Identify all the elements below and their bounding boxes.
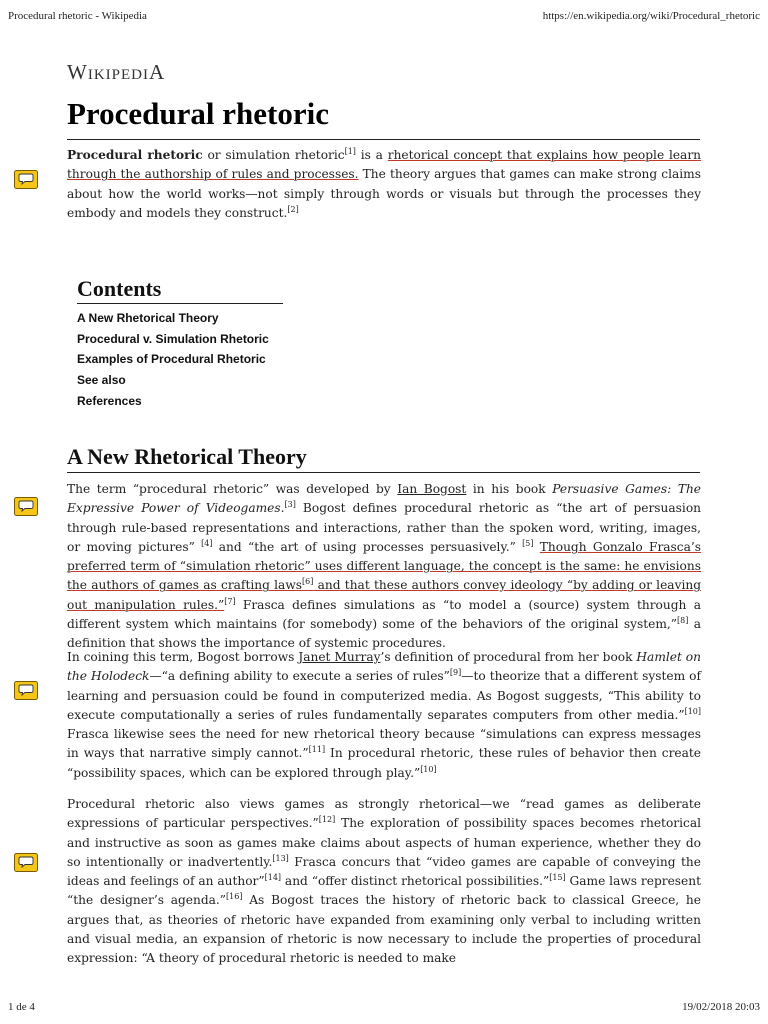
print-datetime: 19/02/2018 20:03 bbox=[682, 1001, 760, 1013]
citation-link[interactable]: [6] bbox=[302, 577, 314, 587]
citation-link[interactable]: [1] bbox=[344, 146, 356, 156]
table-of-contents bbox=[77, 276, 283, 412]
page-title: Procedural rhetoric bbox=[67, 95, 700, 140]
citation-link[interactable]: [3] bbox=[284, 500, 296, 510]
citation-link[interactable]: [10] bbox=[684, 706, 701, 716]
citation-link[interactable]: [14] bbox=[264, 873, 282, 883]
comment-note-icon[interactable] bbox=[14, 681, 38, 700]
print-footer bbox=[8, 1001, 760, 1013]
toc-item[interactable]: References bbox=[77, 393, 142, 408]
citation-link[interactable]: [12] bbox=[318, 815, 336, 825]
body-paragraph-2: In coining this term, Bogost borrows Janet Murray’s definition of procedural from her book Hamlet on the Holodeck—“a defining ability to execute a series of rules”[9]—to theorize that a different system of learning and persuasion could be found in computerized media. As Bogost suggests, “This ability to execute computationally a series of rules fundamentally separates computers from other media.”[10] Frasca likewise sees the need for new rhetorical theory because “simulations can express messages in ways that narrative simply cannot.”[11] In procedural rhetoric, these rules of behavior then create “possibility spaces, which can be explored through play.”[10] bbox=[67, 650, 702, 780]
citation-link[interactable]: [11] bbox=[308, 745, 326, 755]
toc-item[interactable]: Examples of Procedural Rhetoric bbox=[77, 352, 266, 367]
toc-item[interactable]: Procedural v. Simulation Rhetoric bbox=[77, 331, 269, 346]
print-url: https://en.wikipedia.org/wiki/Procedural_rhetoric bbox=[542, 10, 760, 22]
page-number: 1 de 4 bbox=[8, 1001, 35, 1013]
toc-item[interactable]: See also bbox=[77, 373, 126, 388]
section-heading: A New Rhetorical Theory bbox=[67, 444, 700, 473]
citation-link[interactable]: [15] bbox=[549, 873, 566, 883]
author-link[interactable]: Ian Bogost bbox=[397, 482, 467, 496]
citation-link[interactable]: [5] bbox=[522, 538, 534, 548]
citation-link[interactable]: [7] bbox=[224, 596, 236, 606]
citation-link[interactable]: [13] bbox=[272, 853, 289, 863]
print-header bbox=[8, 10, 760, 22]
highlighted-text: Though Gonzalo Frasca’s preferred term of “simulation rhetoric” uses different language, the concept is the same: he envisions the authors of games as crafting laws[6] and that these authors convey ideology “by adding or leaving out manipulation rules.” bbox=[67, 539, 702, 612]
citation-link[interactable]: [8] bbox=[677, 616, 689, 626]
citation-link[interactable]: [10] bbox=[420, 764, 437, 774]
citation-link[interactable]: [2] bbox=[287, 204, 299, 214]
citation-link[interactable]: [4] bbox=[201, 538, 213, 548]
comment-note-icon[interactable] bbox=[14, 170, 38, 189]
comment-note-icon[interactable] bbox=[14, 497, 38, 516]
citation-link[interactable]: [9] bbox=[449, 668, 462, 678]
contents-heading: Contents bbox=[77, 276, 283, 304]
body-paragraph-1: The term “procedural rhetoric” was developed by Ian Bogost in his book Persuasive Games: The Expressive Power of Videogames.[3] Bogost defines procedural rhetoric as “the art of persuasion through rule-based representations and interactions, rather than the spoken word, writing, images, or moving pictures” [4] and “the art of using processes persuasively.” [5] Though Gonzalo Frasca’s preferred term of “simulation rhetoric” uses different language, the concept is the same: he envisions the authors of games as crafting laws[6] and that these authors convey ideology “by adding or leaving out manipulation rules.”[7] Frasca defines simulations as “to model a (source) system through a different system which maintains (for somebody) some of the behaviors of the original system,”[8] a definition that shows the importance of systemic procedures. bbox=[67, 482, 702, 651]
highlighted-text: rhetorical concept that explains how people learn through the authorship of rules and processes. bbox=[67, 148, 702, 182]
author-link[interactable]: Janet Murray bbox=[298, 650, 381, 664]
toc-item[interactable]: A New Rhetorical Theory bbox=[77, 311, 219, 325]
print-page-title: Procedural rhetoric - Wikipedia bbox=[8, 10, 147, 22]
wikipedia-logo[interactable]: WikipediA bbox=[67, 60, 166, 84]
body-paragraph-3: Procedural rhetoric also views games as strongly rhetorical—we “read games as deliberate expressions of particular perspectives.”[12] The exploration of possibility spaces becomes rhetorical and instructive as soon as games make claims about aspects of human experience, whether they do so intentionally or inadvertently.[13] Frasca concurs that “video games are capable of conveying the ideas and feelings of an author”[14] and “offer distinct rhetorical possibilities.”[15] Game laws represent “the designer’s agenda.”[16] As Bogost traces the history of rhetoric back to classical Greece, he argues that, as theories of rhetoric have expanded from examining only verbal to including written and visual media, an expansion of rhetoric is now necessary to include the properties of procedural expression: “A theory of procedural rhetoric is needed to make bbox=[67, 797, 702, 966]
intro-paragraph: Procedural rhetoric or simulation rhetoric[1] is a rhetorical concept that explains how people learn through the authorship of rules and processes. The theory argues that games can make strong claims about how the world works—not simply through words or visuals but through the processes they embody and models they construct.[2] bbox=[67, 146, 702, 220]
comment-note-icon[interactable] bbox=[14, 853, 38, 872]
citation-link[interactable]: [16] bbox=[226, 892, 243, 902]
